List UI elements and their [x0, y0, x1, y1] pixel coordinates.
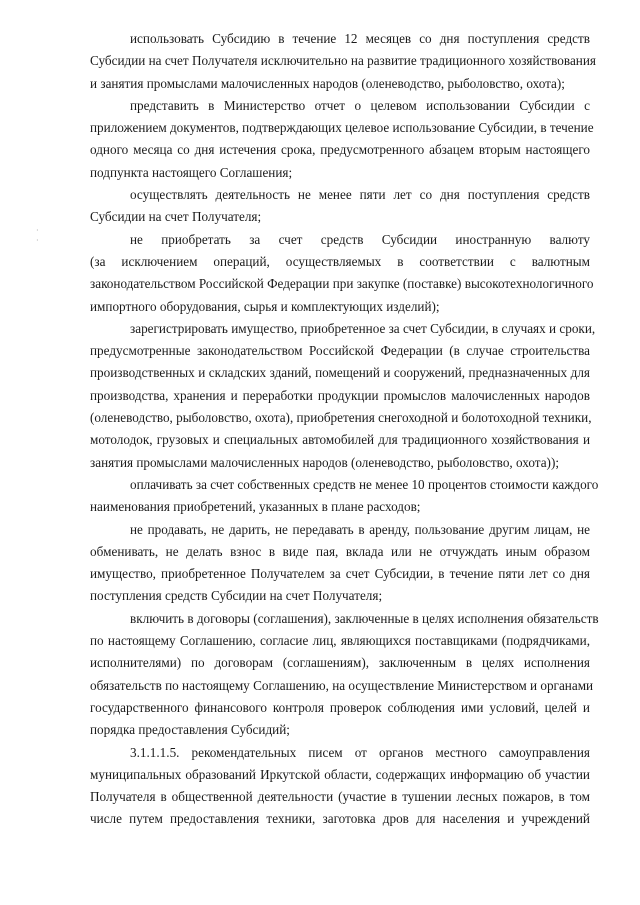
text-line: имущество, приобретенное Получателем за счет Субсидии, в течение пяти лет со дня [90, 566, 590, 582]
paragraph [90, 742, 590, 831]
paragraph [90, 608, 599, 742]
text-line: импортного оборудования, сырья и комплектующих изделий); [90, 298, 440, 314]
paragraph [90, 184, 590, 229]
paragraph [90, 519, 590, 608]
text-line: 3.1.1.1.5. рекомендательных писем от органов местного самоуправления [130, 744, 590, 760]
text-line: не продавать, не дарить, не передавать в аренду, пользование другим лицам, не [130, 521, 590, 537]
text-line: не приобретать за счет средств Субсидии иностранную валюту [130, 231, 590, 247]
text-line: производства, хранения и переработки продукции промыслов малочисленных народов [90, 387, 590, 403]
text-line: мотолодок, грузовых и специальных автомобилей для традиционного хозяйствования и [90, 432, 590, 448]
text-line: числе путем предоставления техники, заготовка дров для населения и учреждений [90, 811, 590, 827]
text-line: муниципальных образований Иркутской области, содержащих информацию об участии [90, 766, 590, 782]
text-line: законодательством Российской Федерации при закупке (поставке) высокотехнологичного [90, 276, 594, 292]
text-line: Субсидии на счет Получателя; [90, 209, 262, 225]
text-line: оплачивать за счет собственных средств не менее 10 процентов стоимости каждого [130, 476, 599, 492]
text-line: предусмотренные законодательством Российской Федерации (в случае строительства [90, 343, 590, 359]
text-line: представить в Министерство отчет о целевом использовании Субсидии с [130, 97, 590, 113]
text-line: (оленеводство, рыболовство, охота), приобретения снегоходной и болотоходной техники, [90, 410, 592, 426]
paragraph [90, 229, 594, 318]
text-line: занятия промыслами малочисленных народов (оленеводство, рыболовство, охота)); [90, 454, 560, 470]
text-line: одного месяца со дня истечения срока, предусмотренного абзацем вторым настоящего [90, 142, 590, 158]
text-line: обязательств по настоящему Соглашению, на осуществление Министерством и органами [90, 677, 594, 693]
paragraph [90, 318, 596, 474]
text-line: обменивать, не делать взнос в виде пая, вклада или не отчуждать иным образом [90, 543, 590, 559]
text-line: (за исключением операций, осуществляемых в соответствии с валютным [90, 253, 590, 269]
text-line: производственных и складских зданий, помещений и сооружений, предназначенных для [90, 365, 590, 381]
document-body [90, 28, 599, 831]
text-line: Получателя в общественной деятельности (участие в тушении лесных пожаров, в том [90, 789, 590, 805]
scan-dot: · [36, 236, 39, 245]
text-line: осуществлять деятельность не менее пяти лет со дня поступления средств [130, 187, 590, 203]
text-line: по настоящему Соглашению, согласие лиц, являющихся поставщиками (подрядчиками, [90, 633, 590, 649]
text-line: зарегистрировать имущество, приобретенное за счет Субсидии, в случаях и сроки, [130, 320, 596, 336]
text-line: государственного финансового контроля проверок соблюдения ими условий, целей и [90, 699, 590, 715]
text-line: Субсидии на счет Получателя исключительно на развитие традиционного хозяйствования [90, 53, 596, 69]
scan-dot: · [36, 226, 39, 235]
text-line: использовать Субсидию в течение 12 месяцев со дня поступления средств [130, 31, 590, 46]
paragraph [90, 95, 594, 184]
text-line: исполнителями) по договорам (соглашениям), заключенным в целях исполнения [90, 655, 590, 671]
text-line: и занятия промыслами малочисленных народов (оленеводство, рыболовство, охота); [90, 75, 565, 91]
text-line: порядка предоставления Субсидий; [90, 722, 290, 738]
text-line: приложением документов, подтверждающих целевое использование Субсидии, в течение [90, 120, 594, 136]
paragraph [90, 28, 596, 95]
text-line: включить в договоры (соглашения), заключенные в целях исполнения обязательств [130, 610, 599, 626]
text-line: наименования приобретений, указанных в плане расходов; [90, 499, 421, 515]
paragraph [90, 474, 599, 519]
text-line: подпункта настоящего Соглашения; [90, 164, 293, 180]
text-line: поступления средств Субсидии на счет Получателя; [90, 588, 383, 604]
